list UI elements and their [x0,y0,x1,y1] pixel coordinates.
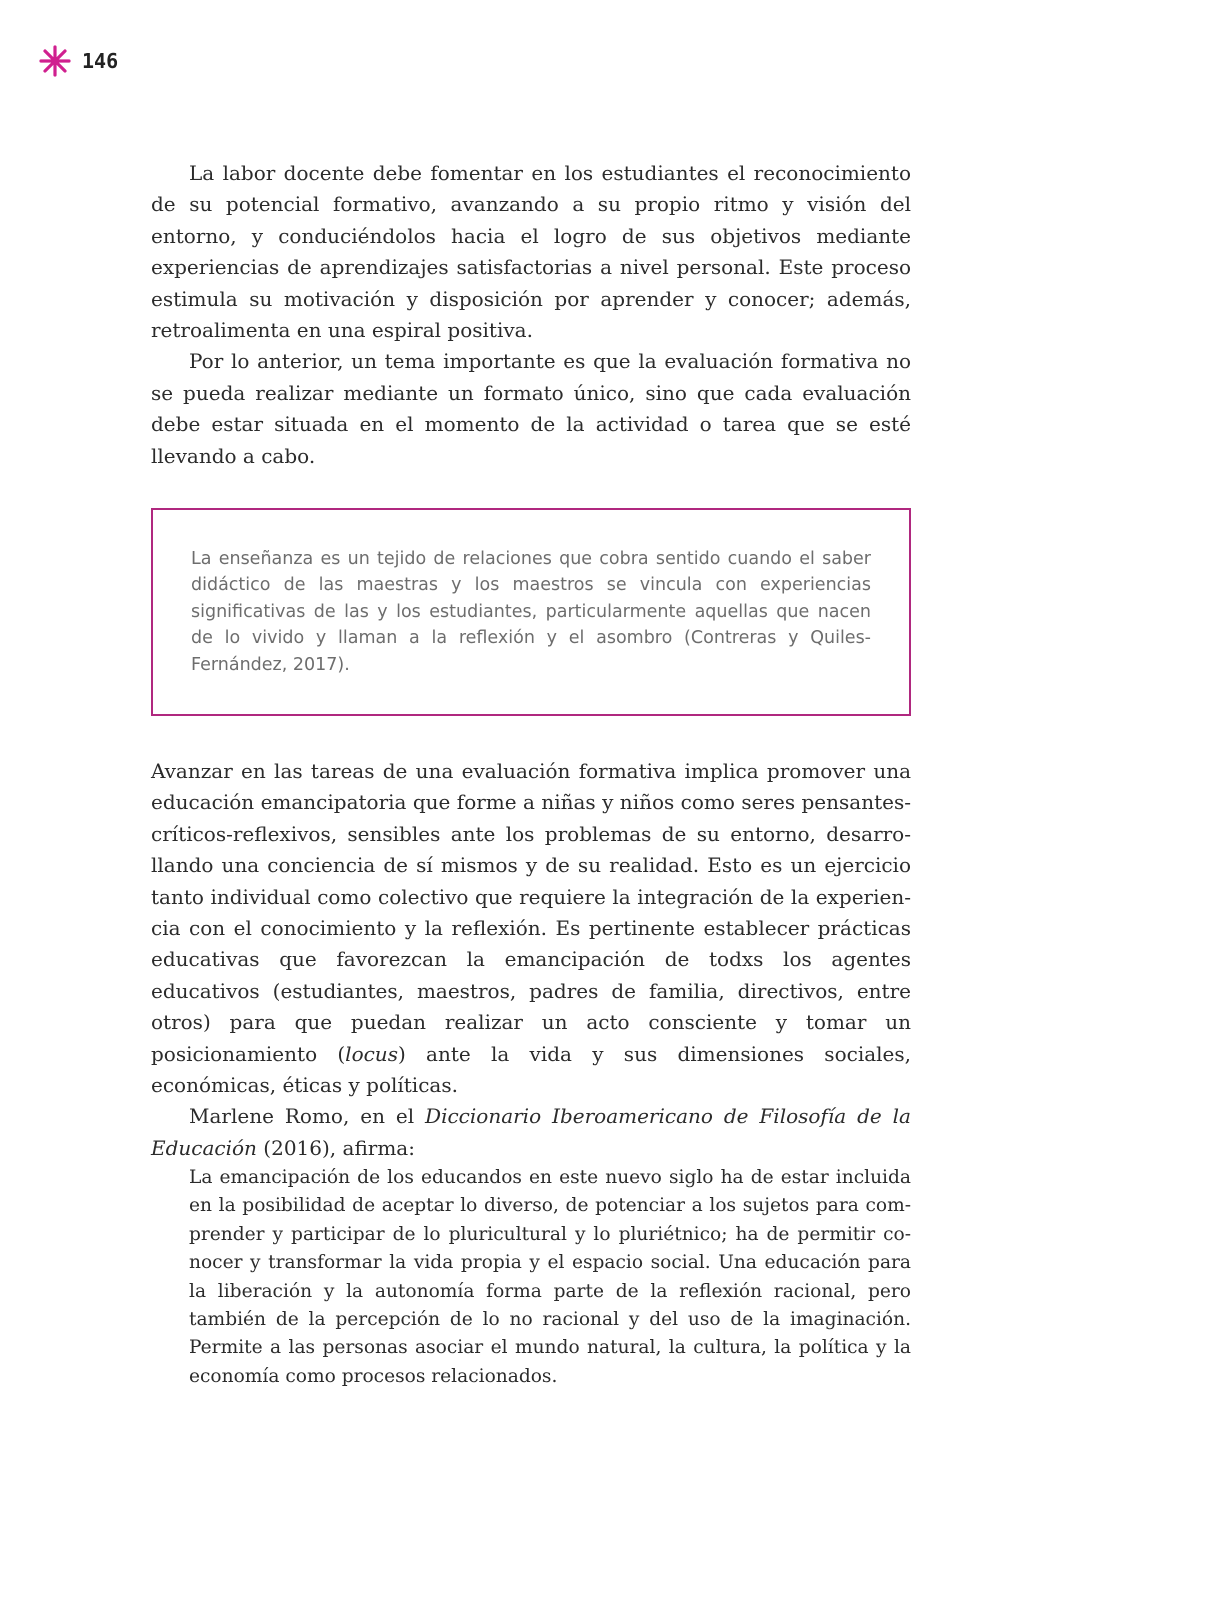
asterisk-flower-icon [38,44,72,78]
paragraph-2: Por lo anterior, un tema importante es que la evaluación formativa no se pueda realizar mediante un formato único, sino que cada evaluación debe estar situada en el momento de la actividad o tarea que se esté llevando a cabo. [151,349,911,468]
paragraph-4-text-b: (2016), afirma: [256,1135,415,1160]
callout-text: La enseñanza es un tejido de relaciones que cobra sentido cuando el saber didáctico de las maestras y los maestros se vincula con experiencias significativas de las y los estudiantes, particularmente aquellas que nacen de lo vivido y llaman a la reflexión y el asombro (Contreras y Quiles-Fernández, 2017). [191,549,871,675]
paragraph-3 [151,756,911,1101]
intro-section [151,158,911,472]
locus-term: locus [345,1041,398,1066]
page-number: 146 [82,49,119,73]
body-section [151,756,911,1164]
block-quote: La emancipación de los educandos en este nuevo siglo ha de estar incluida en la posibilidad de aceptar lo diverso, de potenciar a los sujetos para comprender y participar de lo pluricultural y lo pluriétnico; ha de permitir conocer y transformar la vida propia y el espacio social. Una educación para la liberación y la autonomía forma parte de la reflexión racional, pero también de la percepción de lo no racional y del uso de la imaginación. Permite a las personas asociar el mundo natural, la cultura, la política y la economía como procesos relacionados. [189,1167,911,1387]
book-title: Diccionario Iberoamericano de Filosofía de la Educación [151,1104,911,1160]
page-header [38,44,118,78]
paragraph-3-text-a: Avanzar en las tareas de una evaluación formativa implica promover una educación emancipatoria que forme a niñas y niños como seres pensantes-críticos-reflexivos, sensibles ante los problemas de su entorno, desarrollando una conciencia de sí mismos y de su realidad. Esto es un ejercicio tanto individual como colectivo que requiere la integración de la experiencia con el conocimiento y la reflexión. Es pertinente establecer prácticas educativas que favorezcan la emancipación de todxs los agentes educativos (estudiantes, maestros, padres de familia, directivos, entre otros) para que puedan realizar un acto consciente y tomar un posicionamiento ( [151,759,911,1066]
paragraph-4-text-a: Marlene Romo, en el [189,1104,426,1129]
paragraph-1: La labor docente debe fomentar en los estudiantes el reconocimiento de su potencial formativo, avanzando a su propio ritmo y visión del entorno, y conduciéndolos hacia el logro de sus objetivos mediante experiencias de aprendizajes satisfactorias a nivel personal. Este proceso estimula su motivación y disposición por aprender y conocer; además, retroalimenta en una espiral positiva. [151,161,911,343]
callout-box [151,508,911,716]
paragraph-4 [151,1101,911,1164]
paragraph-3-text-b: ) ante la vida y sus dimensiones sociales, económicas, éticas y políticas. [151,1041,911,1098]
